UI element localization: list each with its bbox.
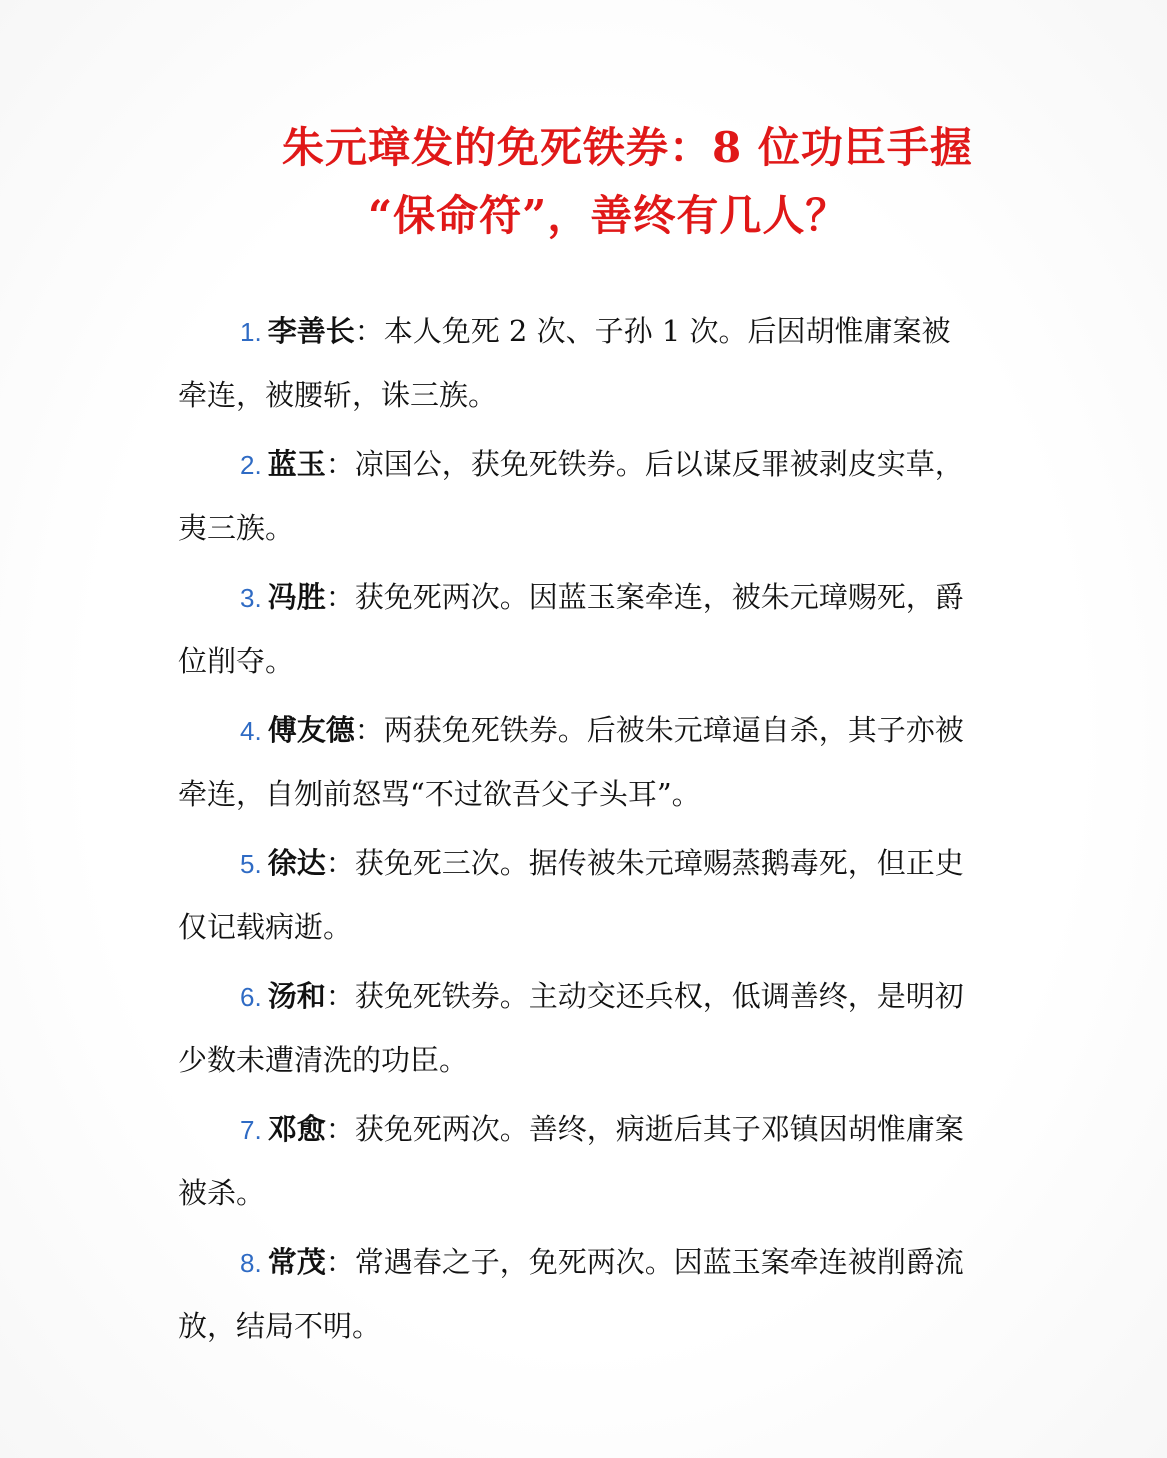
item-text: 常遇春之子，免死两次。因蓝玉案牵连被削爵流放，结局不明。: [178, 1245, 964, 1343]
item-name: 蓝玉: [267, 447, 326, 481]
list-item: [178, 965, 978, 1092]
item-number: 6.: [240, 982, 262, 1012]
item-name: 汤和: [267, 979, 326, 1013]
title-line-2: “保命符”，善终有几人？: [368, 191, 849, 240]
item-name: 李善长: [267, 314, 355, 348]
item-text: 凉国公，获免死铁券。后以谋反罪被剥皮实草，夷三族。: [178, 447, 964, 545]
item-separator: ：: [325, 447, 355, 481]
item-separator: ：: [325, 1112, 355, 1146]
item-number: 3.: [240, 583, 262, 613]
list-item: [178, 699, 978, 826]
item-number: 4.: [240, 716, 262, 746]
item-separator: ：: [325, 580, 355, 614]
item-name: 冯胜: [267, 580, 326, 614]
list-item: [178, 433, 978, 560]
item-number: 5.: [240, 849, 262, 879]
item-number: 2.: [240, 450, 262, 480]
item-number: 8.: [240, 1248, 262, 1278]
item-separator: ：: [354, 314, 384, 348]
list-item: [178, 832, 978, 959]
item-text: 获免死铁券。主动交还兵权，低调善终，是明初少数未遭清洗的功臣。: [178, 979, 964, 1077]
list-item: [178, 566, 978, 693]
item-text: 获免死两次。因蓝玉案牵连，被朱元璋赐死，爵位削夺。: [178, 580, 964, 678]
item-text: 本人免死 2 次、子孙 1 次。后因胡惟庸案被牵连，被腰斩，诛三族。: [178, 314, 951, 412]
item-name: 傅友德: [267, 713, 355, 747]
item-text: 获免死两次。善终，病逝后其子邓镇因胡惟庸案被杀。: [178, 1112, 964, 1210]
item-number: 1.: [240, 317, 262, 347]
item-name: 常茂: [267, 1245, 326, 1279]
item-separator: ：: [325, 846, 355, 880]
item-separator: ：: [325, 1245, 355, 1279]
list-item: [178, 300, 978, 427]
item-separator: ：: [354, 713, 384, 747]
item-separator: ：: [325, 979, 355, 1013]
list-item: [178, 1098, 978, 1225]
title-line-1: 朱元璋发的免死铁券：8 位功臣手握: [282, 123, 973, 172]
list-item: [178, 1231, 978, 1358]
item-text: 两获免死铁券。后被朱元璋逼自杀，其子亦被牵连，自刎前怒骂“不过欲吾父子头耳”。: [178, 713, 964, 811]
item-text: 获免死三次。据传被朱元璋赐蒸鹅毒死，但正史仅记载病逝。: [178, 846, 964, 944]
item-name: 徐达: [267, 846, 326, 880]
item-number: 7.: [240, 1115, 262, 1145]
item-name: 邓愈: [267, 1112, 326, 1146]
